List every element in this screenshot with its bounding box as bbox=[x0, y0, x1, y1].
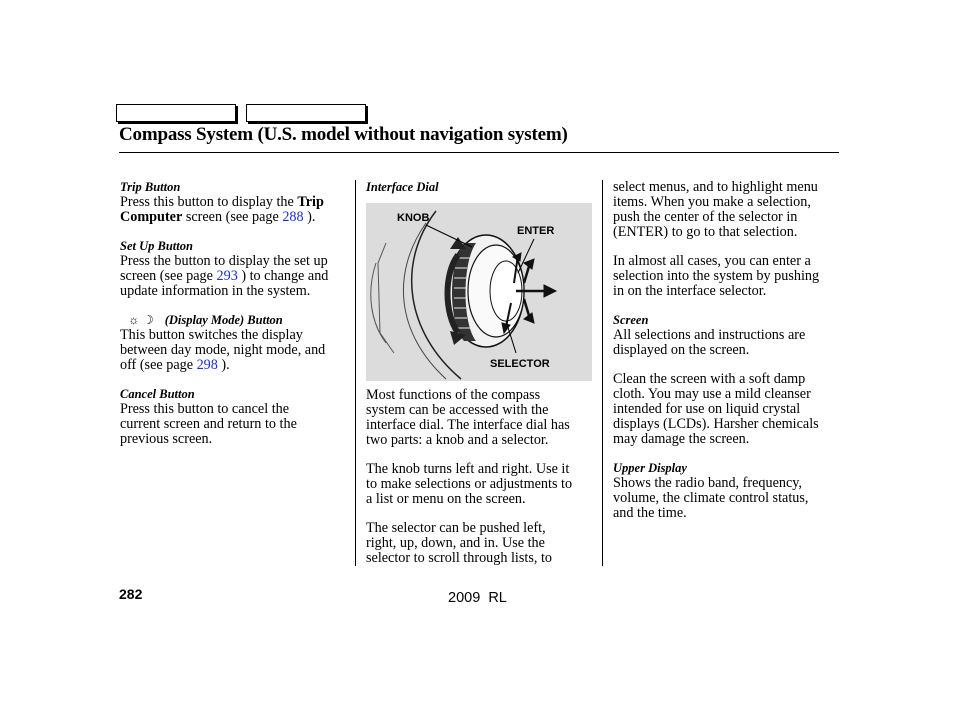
selector-para-enter: In almost all cases, you can enter a selection into the system by pushing in on the interface selector. bbox=[613, 253, 820, 299]
column-middle bbox=[366, 180, 594, 195]
selector-label: SELECTOR bbox=[490, 358, 550, 370]
dial-para-1: Most functions of the compass system can be accessed with the interface dial. The interface dial has two parts: a knob and a selector. bbox=[366, 387, 570, 448]
dial-para-3: The selector can be pushed left, right, up, down, and in. Use the selector to scroll through lists, to bbox=[366, 520, 552, 566]
footer-model: 2009 RL bbox=[448, 590, 507, 606]
screen-para-1: All selections and instructions are displayed on the screen. bbox=[613, 327, 806, 358]
column-right bbox=[613, 180, 841, 521]
cancel-button-heading: Cancel Button bbox=[120, 387, 195, 401]
column-divider-1 bbox=[355, 180, 356, 566]
screen-heading: Screen bbox=[613, 313, 649, 327]
title-divider bbox=[119, 152, 839, 153]
nav-tab-index[interactable] bbox=[246, 104, 366, 122]
moon-icon: ☽ bbox=[142, 313, 157, 327]
knob-label: KNOB bbox=[397, 212, 430, 224]
setup-button-text: Press the button to display the set up screen (see page 293 ) to change and update information in the system. bbox=[120, 253, 329, 299]
interface-dial-illustration bbox=[366, 203, 592, 381]
dial-para-2: The knob turns left and right. Use it to make selections or adjustments to a list or menu on the screen. bbox=[366, 461, 573, 507]
display-mode-heading: ☼☽ (Display Mode) Button bbox=[128, 313, 283, 327]
enter-label: ENTER bbox=[517, 225, 555, 237]
column-left bbox=[120, 180, 352, 447]
trip-button-heading: Trip Button bbox=[120, 180, 181, 194]
page-number: 282 bbox=[119, 586, 143, 602]
interface-dial-figure bbox=[366, 203, 592, 381]
upper-display-para: Shows the radio band, frequency, volume, the climate control status, and the time. bbox=[613, 475, 809, 521]
page-link-288[interactable]: 288 bbox=[282, 209, 304, 225]
display-mode-text: This button switches the display between day mode, night mode, and off (see page 298 ). bbox=[120, 327, 326, 373]
page-title: Compass System (U.S. model without navigation system) bbox=[119, 124, 568, 145]
screen-para-2: Clean the screen with a soft damp cloth. You may use a mild cleanser intended for use on liquid crystal displays (LCDs). Harsher chemicals may damage the screen. bbox=[613, 371, 819, 447]
interface-dial-heading: Interface Dial bbox=[366, 180, 439, 194]
cancel-button-text: Press this button to cancel the current screen and return to the previous screen. bbox=[120, 401, 297, 447]
sun-icon: ☼ bbox=[128, 313, 143, 327]
column-divider-2 bbox=[602, 180, 603, 566]
nav-tab-main-menu[interactable] bbox=[116, 104, 236, 122]
column-middle-text bbox=[366, 388, 594, 566]
page-link-298[interactable]: 298 bbox=[196, 357, 218, 373]
trip-button-text: Press this button to display the Trip Computer screen (see page 288 ). bbox=[120, 194, 324, 225]
upper-display-heading: Upper Display bbox=[613, 461, 687, 475]
setup-button-heading: Set Up Button bbox=[120, 239, 193, 253]
selector-para-continued: select menus, and to highlight menu items. When you make a selection, push the center of the selector in (ENTER) to go to that selection. bbox=[613, 179, 818, 240]
page-link-293[interactable]: 293 bbox=[216, 268, 238, 284]
